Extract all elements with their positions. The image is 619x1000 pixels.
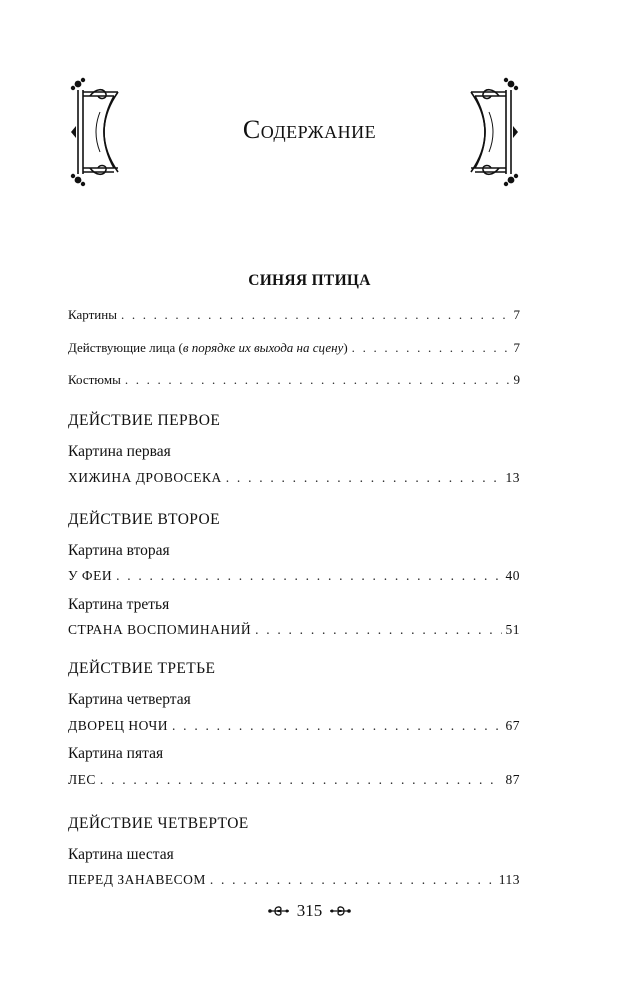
toc-entry-label: У ФЕИ	[68, 568, 113, 583]
toc-entry-label: ХИЖИНА ДРОВОСЕКА	[68, 470, 222, 485]
scroll-flourish-icon	[328, 904, 352, 918]
book-title: СИНЯЯ ПТИЦА	[248, 272, 371, 289]
toc-entry-label: ДВОРЕЦ НОЧИ	[68, 718, 169, 733]
toc-entry-italic-note: в порядке их выхода на сцену	[182, 340, 344, 355]
toc-entry-label: ПЕРЕД ЗАНАВЕСОМ	[68, 872, 206, 887]
toc-entry-scene-2[interactable]	[68, 568, 520, 584]
dot-leader	[226, 470, 502, 486]
act-heading-2: ДЕЙСТВИЕ ВТОРОЕ	[68, 511, 220, 528]
toc-entry-characters[interactable]	[68, 340, 520, 356]
toc-page-number: 40	[505, 568, 520, 583]
toc-page-number: 13	[505, 470, 520, 485]
scene-name: Картина вторая	[68, 542, 170, 559]
toc-entry-label: Картины	[68, 307, 117, 322]
toc-entry-scene-1[interactable]	[68, 470, 520, 486]
scroll-flourish-icon	[267, 904, 291, 918]
scene-name: Картина шестая	[68, 846, 174, 863]
scene-name: Картина пятая	[68, 745, 164, 762]
scene-name: Картина первая	[68, 443, 171, 460]
dot-leader	[125, 372, 510, 388]
dot-leader	[116, 568, 501, 584]
page-number: 315	[296, 901, 323, 920]
toc-page-number: 113	[498, 872, 520, 887]
scene-name: Картина третья	[68, 596, 170, 613]
dot-leader	[210, 872, 495, 888]
scene-name: Картина четвертая	[68, 691, 191, 708]
dot-leader	[352, 340, 510, 356]
toc-page-number: 7	[513, 307, 520, 322]
toc-entry-scene-5[interactable]	[68, 772, 520, 788]
dot-leader	[100, 772, 502, 788]
toc-entry-scene-4[interactable]	[68, 718, 520, 734]
toc-entry-label	[68, 340, 348, 356]
toc-entry-costumes[interactable]	[68, 372, 520, 388]
toc-page-number: 51	[505, 622, 520, 637]
dot-leader	[255, 622, 501, 638]
toc-page-number: 9	[513, 372, 520, 387]
act-heading-4: ДЕЙСТВИЕ ЧЕТВЕРТОЕ	[68, 815, 249, 832]
toc-entry-label: ЛЕС	[68, 772, 96, 787]
toc-entry-scene-3[interactable]	[68, 622, 520, 638]
toc-page-number: 67	[505, 718, 520, 733]
toc-entry-pictures[interactable]	[68, 307, 520, 323]
toc-page-number: 7	[513, 340, 520, 355]
toc-entry-label: СТРАНА ВОСПОМИНАНИЙ	[68, 622, 252, 637]
page-title: Содержание	[242, 115, 377, 144]
toc-entry-label-text: Действующие лица (	[68, 340, 183, 355]
toc-entry-label: Костюмы	[68, 372, 121, 387]
toc-page-number: 87	[505, 772, 520, 787]
toc-entry-scene-6[interactable]	[68, 872, 520, 888]
dot-leader	[172, 718, 501, 734]
toc-entry-label-tail: )	[343, 340, 348, 355]
act-heading-1: ДЕЙСТВИЕ ПЕРВОЕ	[68, 412, 221, 429]
dot-leader	[121, 307, 510, 323]
act-heading-3: ДЕЙСТВИЕ ТРЕТЬЕ	[68, 660, 216, 677]
page-footer	[0, 901, 619, 921]
